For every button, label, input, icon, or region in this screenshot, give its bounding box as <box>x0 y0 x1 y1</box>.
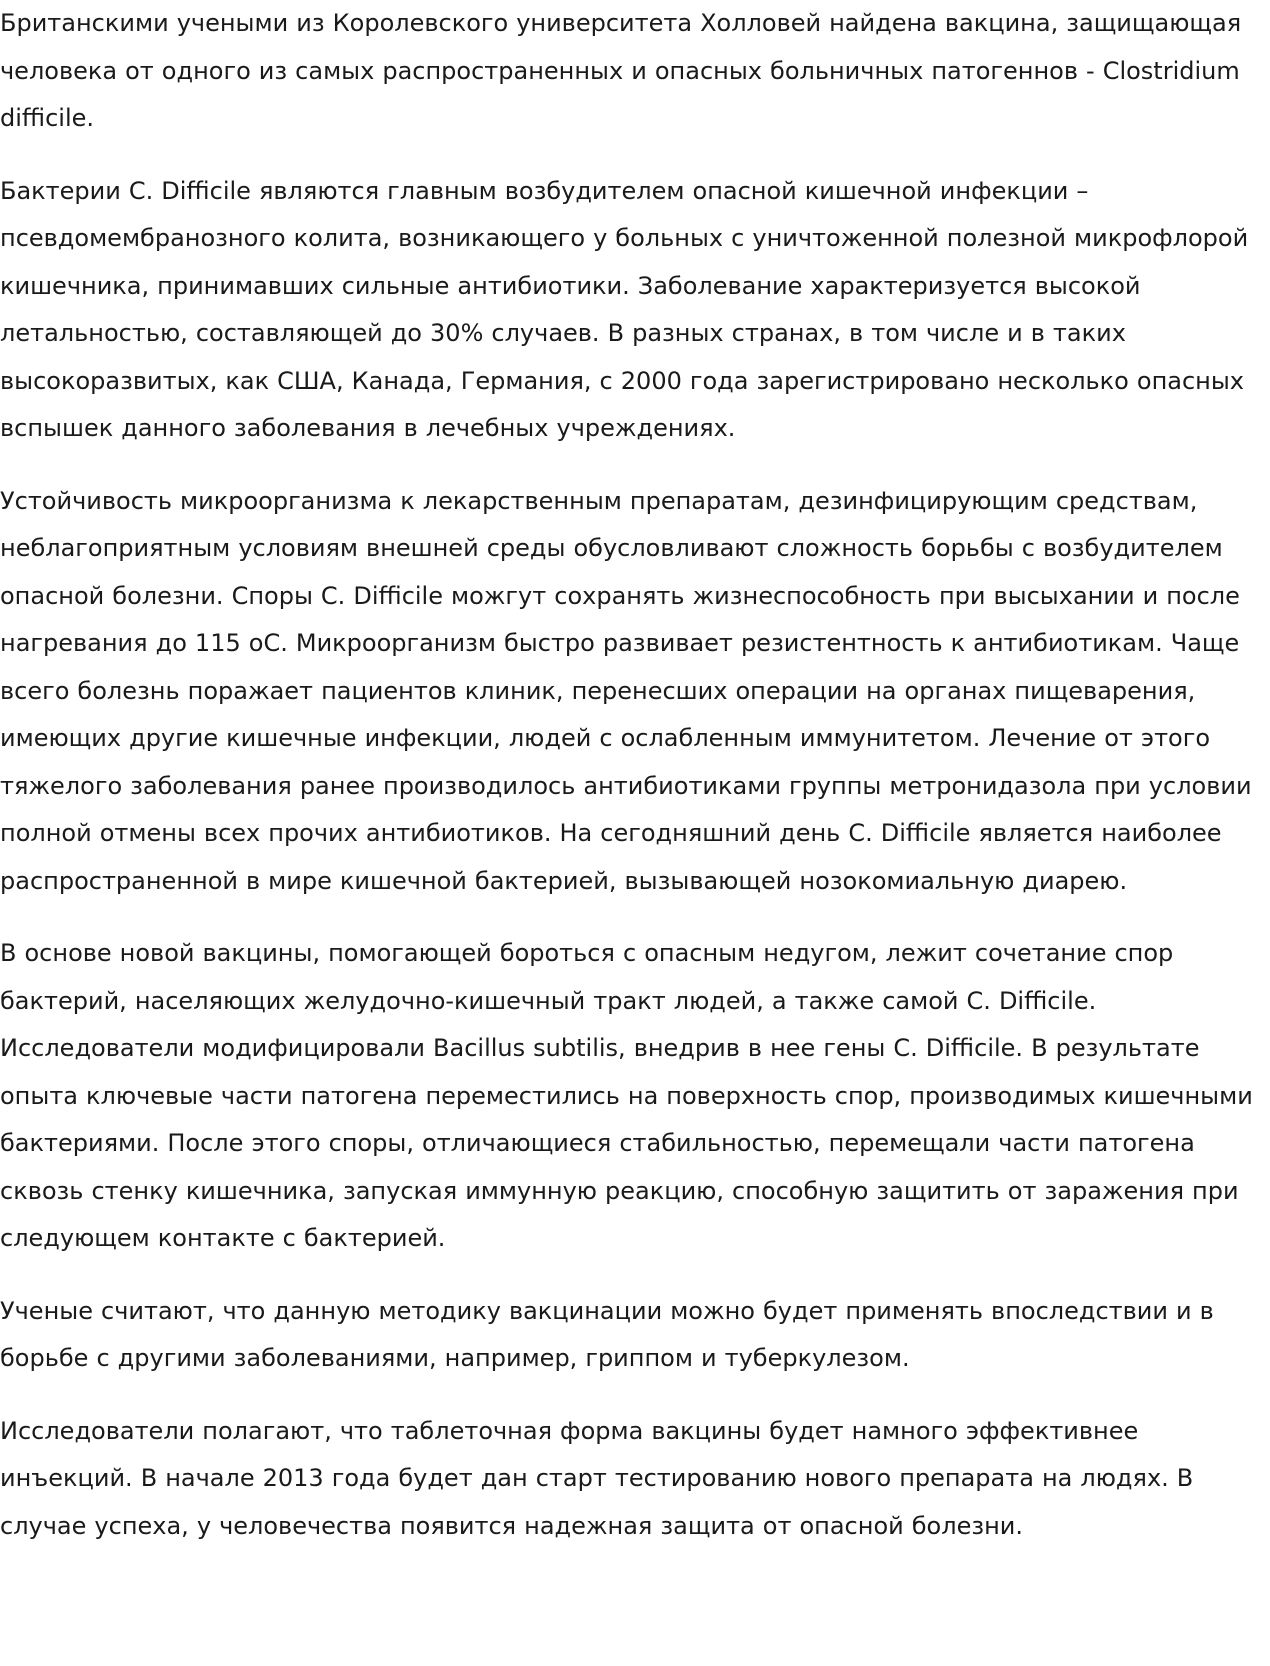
paragraph-3: Устойчивость микроорганизма к лекарственным препаратам, дезинфицирующим средствам, неблагоприятным условиям внешней среды обусловливают сложность борьбы с возбудителем опасной болезни. Споры C. Difficile можгут сохранять жизнеспособность при высыхании и после нагревания до 115 oC. Микроорганизм быстро развивает резистентность к антибиотикам. Чаще всего болезнь поражает пациентов клиник, перенесших операции на органах пищеварения, имеющих другие кишечные инфекции, людей с ослабленным иммунитетом. Лечение от этого тяжелого заболевания ранее производилось антибиотиками группы метронидазола при условии полной отмены всех прочих антибиотиков. На сегодняшний день C. Difficile является наиболее распространенной в мире кишечной бактерией, вызывающей нозокомиальную диарею. <box>0 486 1252 895</box>
paragraph-4: В основе новой вакцины, помогающей бороться с опасным недугом, лежит сочетание спор бактерий, населяющих желудочно-кишечный тракт людей, а также самой C. Difficile. Исследователи модифицировали Bacillus subtilis, внедрив в нее гены C. Difficile. В результате опыта ключевые части патогена переместились на поверхность спор, производимых кишечными бактериями. После этого споры, отличающиеся стабильностью, перемещали части патогена сквозь стенку кишечника, запуская иммунную реакцию, способную защитить от заражения при следующем контакте с бактерией. <box>0 939 1253 1252</box>
paragraph-1: Британскими учеными из Королевского университета Холловей найдена вакцина, защищающая человека от одного из самых распространенных и опасных больничных патогеннов - Clostridium difficile. <box>0 9 1242 132</box>
paragraph-6: Исследователи полагают, что таблеточная форма вакцины будет намного эффективнее инъекций. В начале 2013 года будет дан старт тестированию нового препарата на людях. В случае успеха, у человечества появится надежная защита от опасной болезни. <box>0 1416 1194 1540</box>
paragraph-2: Бактерии C. Difficile являются главным возбудителем опасной кишечной инфекции – псевдомембранозного колита, возникающего у больных с уничтоженной полезной микрофлорой кишечника, принимавших сильные антибиотики. Заболевание характеризуется высокой летальностью, составляющей до 30% случаев. В разных странах, в том числе и в таких высокоразвитых, как США, Канада, Германия, с 2000 года зарегистрировано несколько опасных вспышек данного заболевания в лечебных учреждениях. <box>0 176 1249 442</box>
paragraph-5: Ученые считают, что данную методику вакцинации можно будет применять впоследствии и в борьбе с другими заболеваниями, например, гриппом и туберкулезом. <box>0 1296 1214 1372</box>
